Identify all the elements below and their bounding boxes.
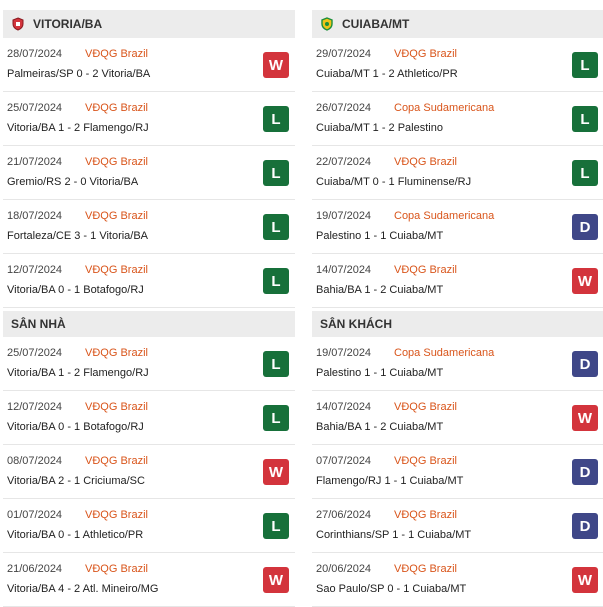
match-row[interactable] xyxy=(312,337,603,391)
match-score: Palestino 1 - 1 Cuiaba/MT xyxy=(316,367,444,379)
home-section-header xyxy=(3,311,295,337)
result-badge: D xyxy=(572,351,598,377)
match-date: 21/07/2024 xyxy=(7,156,63,168)
match-score: Sao Paulo/SP 0 - 1 Cuiaba/MT xyxy=(316,583,467,595)
match-row[interactable] xyxy=(312,553,603,607)
recent-list xyxy=(3,38,295,308)
competition-link[interactable]: Copa Sudamericana xyxy=(394,210,495,222)
competition-link[interactable]: Copa Sudamericana xyxy=(394,102,495,114)
match-date: 07/07/2024 xyxy=(316,455,372,467)
result-badge: L xyxy=(263,214,289,240)
match-score: Vitoria/BA 4 - 2 Atl. Mineiro/MG xyxy=(7,583,159,595)
match-date: 29/07/2024 xyxy=(316,48,372,60)
shield-icon xyxy=(320,17,334,31)
competition-link[interactable]: VĐQG Brazil xyxy=(85,210,148,222)
competition-link[interactable]: VĐQG Brazil xyxy=(85,347,148,359)
result-badge: W xyxy=(263,567,289,593)
match-score: Cuiaba/MT 1 - 2 Athletico/PR xyxy=(316,68,458,80)
match-date: 19/07/2024 xyxy=(316,210,372,222)
match-date: 01/07/2024 xyxy=(7,509,63,521)
team-name: CUIABA/MT xyxy=(342,17,410,31)
match-score: Vitoria/BA 1 - 2 Flamengo/RJ xyxy=(7,367,149,379)
match-score: Bahia/BA 1 - 2 Cuiaba/MT xyxy=(316,421,444,433)
competition-link[interactable]: VĐQG Brazil xyxy=(394,264,457,276)
match-score: Vitoria/BA 0 - 1 Botafogo/RJ xyxy=(7,284,144,296)
match-date: 14/07/2024 xyxy=(316,401,372,413)
result-badge: L xyxy=(263,513,289,539)
match-row[interactable] xyxy=(3,200,295,254)
result-badge: W xyxy=(263,459,289,485)
competition-link[interactable]: VĐQG Brazil xyxy=(85,102,148,114)
competition-link[interactable]: VĐQG Brazil xyxy=(394,509,457,521)
competition-link[interactable]: VĐQG Brazil xyxy=(85,156,148,168)
result-badge: D xyxy=(572,513,598,539)
competition-link[interactable]: VĐQG Brazil xyxy=(394,156,457,168)
result-badge: W xyxy=(572,268,598,294)
away-section-header xyxy=(312,311,603,337)
competition-link[interactable]: VĐQG Brazil xyxy=(85,401,148,413)
match-row[interactable] xyxy=(3,92,295,146)
match-date: 25/07/2024 xyxy=(7,347,63,359)
result-badge: L xyxy=(263,351,289,377)
competition-link[interactable]: VĐQG Brazil xyxy=(394,401,457,413)
match-row[interactable] xyxy=(3,337,295,391)
match-date: 21/06/2024 xyxy=(7,563,63,575)
match-score: Palmeiras/SP 0 - 2 Vitoria/BA xyxy=(7,68,151,80)
match-score: Vitoria/BA 0 - 1 Botafogo/RJ xyxy=(7,421,144,433)
match-date: 19/07/2024 xyxy=(316,347,372,359)
result-badge: L xyxy=(263,106,289,132)
match-row[interactable] xyxy=(3,391,295,445)
match-date: 25/07/2024 xyxy=(7,102,63,114)
competition-link[interactable]: VĐQG Brazil xyxy=(85,48,148,60)
match-row[interactable] xyxy=(3,553,295,607)
competition-link[interactable]: VĐQG Brazil xyxy=(394,455,457,467)
team-header xyxy=(3,10,295,38)
venue-list xyxy=(3,337,295,607)
shield-icon xyxy=(11,17,25,31)
match-score: Palestino 1 - 1 Cuiaba/MT xyxy=(316,230,444,242)
venue-list xyxy=(312,337,603,607)
match-score: Flamengo/RJ 1 - 1 Cuiaba/MT xyxy=(316,475,464,487)
result-badge: L xyxy=(263,268,289,294)
competition-link[interactable]: VĐQG Brazil xyxy=(85,509,148,521)
team-name: VITORIA/BA xyxy=(33,17,103,31)
competition-link[interactable]: VĐQG Brazil xyxy=(85,455,148,467)
match-score: Vitoria/BA 1 - 2 Flamengo/RJ xyxy=(7,122,149,134)
result-badge: D xyxy=(572,214,598,240)
match-score: Bahia/BA 1 - 2 Cuiaba/MT xyxy=(316,284,444,296)
match-date: 20/06/2024 xyxy=(316,563,372,575)
competition-link[interactable]: Copa Sudamericana xyxy=(394,347,495,359)
result-badge: L xyxy=(263,160,289,186)
match-date: 14/07/2024 xyxy=(316,264,372,276)
match-date: 28/07/2024 xyxy=(7,48,63,60)
match-date: 22/07/2024 xyxy=(316,156,372,168)
match-row[interactable] xyxy=(3,38,295,92)
match-row[interactable] xyxy=(312,38,603,92)
result-badge: L xyxy=(572,52,598,78)
result-badge: L xyxy=(572,106,598,132)
match-date: 18/07/2024 xyxy=(7,210,63,222)
match-date: 12/07/2024 xyxy=(7,264,63,276)
match-score: Vitoria/BA 0 - 1 Athletico/PR xyxy=(7,529,144,541)
match-score: Corinthians/SP 1 - 1 Cuiaba/MT xyxy=(316,529,472,541)
result-badge: W xyxy=(572,567,598,593)
section-title: SÂN KHÁCH xyxy=(320,317,392,331)
match-row[interactable] xyxy=(312,146,603,200)
result-badge: D xyxy=(572,459,598,485)
match-row[interactable] xyxy=(312,391,603,445)
match-row[interactable] xyxy=(3,146,295,200)
result-badge: L xyxy=(263,405,289,431)
match-row[interactable] xyxy=(312,200,603,254)
match-date: 26/07/2024 xyxy=(316,102,372,114)
match-score: Fortaleza/CE 3 - 1 Vitoria/BA xyxy=(7,230,149,242)
match-score: Gremio/RS 2 - 0 Vitoria/BA xyxy=(7,176,139,188)
match-score: Cuiaba/MT 1 - 2 Palestino xyxy=(316,122,443,134)
result-badge: W xyxy=(572,405,598,431)
recent-list xyxy=(312,38,603,308)
competition-link[interactable]: VĐQG Brazil xyxy=(85,563,148,575)
match-row[interactable] xyxy=(3,499,295,553)
team-column-cuiaba xyxy=(312,10,603,607)
competition-link[interactable]: VĐQG Brazil xyxy=(85,264,148,276)
result-badge: L xyxy=(572,160,598,186)
match-row[interactable] xyxy=(312,499,603,553)
match-score: Vitoria/BA 2 - 1 Criciuma/SC xyxy=(7,475,145,487)
match-row[interactable] xyxy=(3,445,295,499)
team-header xyxy=(312,10,603,38)
team-column-vitoria xyxy=(3,10,295,607)
result-badge: W xyxy=(263,52,289,78)
match-score: Cuiaba/MT 0 - 1 Fluminense/RJ xyxy=(316,176,472,188)
section-title: SÂN NHÀ xyxy=(11,317,66,331)
match-date: 27/06/2024 xyxy=(316,509,372,521)
match-row[interactable] xyxy=(312,92,603,146)
match-date: 08/07/2024 xyxy=(7,455,63,467)
competition-link[interactable]: VĐQG Brazil xyxy=(394,48,457,60)
match-row[interactable] xyxy=(312,254,603,308)
match-row[interactable] xyxy=(312,445,603,499)
competition-link[interactable]: VĐQG Brazil xyxy=(394,563,457,575)
match-date: 12/07/2024 xyxy=(7,401,63,413)
match-row[interactable] xyxy=(3,254,295,308)
